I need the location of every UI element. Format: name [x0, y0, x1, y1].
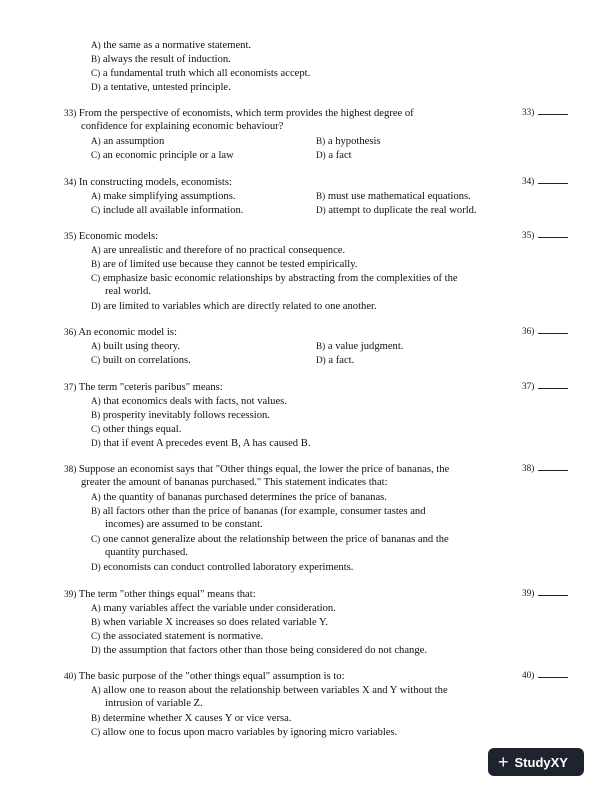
q32-option-d: D) a tentative, untested principle.: [91, 82, 231, 93]
q37-option-c: C) other things equal.: [91, 424, 182, 435]
q39-answer-blank[interactable]: 39): [522, 587, 568, 598]
q36-option-a: A) built using theory.: [91, 341, 181, 352]
q40-option-a-cont: intrusion of variable Z.: [105, 698, 203, 709]
q36-option-d: D) a fact.: [316, 355, 355, 366]
q37-stem: 37) The term "ceteris paribus" means:: [64, 382, 223, 393]
q32-option-b: B) always the result of induction.: [91, 54, 231, 65]
q38-option-b-cont: incomes) are assumed to be constant.: [105, 519, 263, 530]
q34-answer-blank[interactable]: 34): [522, 175, 568, 186]
q32-option-c: C) a fundamental truth which all economists accept.: [91, 68, 311, 79]
q33-answer-blank[interactable]: 33): [522, 106, 568, 117]
q35-option-c: C) emphasize basic economic relationships by abstracting from the complexities of the: [91, 273, 458, 284]
q36-option-b: B) a value judgment.: [316, 341, 404, 352]
q39-option-a: A) many variables affect the variable under consideration.: [91, 603, 336, 614]
q36-answer-blank[interactable]: 36): [522, 325, 568, 336]
q38-option-a: A) the quantity of bananas purchased determines the price of bananas.: [91, 492, 387, 503]
q40-option-c: C) allow one to focus upon macro variables by ignoring micro variables.: [91, 727, 398, 738]
studyxy-logo-button[interactable]: [488, 748, 584, 776]
q40-answer-blank[interactable]: 40): [522, 669, 568, 680]
q39-stem: 39) The term "other things equal" means that:: [64, 589, 256, 600]
q40-stem: 40) The basic purpose of the "other things equal" assumption is to:: [64, 671, 345, 682]
q33-option-c: C) an economic principle or a law: [91, 150, 234, 161]
q38-option-c-cont: quantity purchased.: [105, 547, 188, 558]
q40-option-b: B) determine whether X causes Y or vice versa.: [91, 713, 292, 724]
q38-stem: 38) Suppose an economist says that "Other things equal, the lower the price of bananas, the: [64, 464, 450, 475]
q35-option-b: B) are of limited use because they cannot be tested empirically.: [91, 259, 358, 270]
q35-option-d: D) are limited to variables which are directly related to one another.: [91, 301, 377, 312]
q32-option-a: A) the same as a normative statement.: [91, 40, 252, 51]
plus-icon: +: [498, 752, 509, 772]
brand-name: StudyXY: [514, 754, 568, 770]
q39-option-c: C) the associated statement is normative.: [91, 631, 264, 642]
q33-option-d: D) a fact: [316, 150, 352, 161]
q37-option-a: A) that economics deals with facts, not values.: [91, 396, 287, 407]
q38-option-d: D) economists can conduct controlled laboratory experiments.: [91, 562, 354, 573]
q34-option-a: A) make simplifying assumptions.: [91, 191, 236, 202]
q33-option-a: A) an assumption: [91, 136, 165, 147]
q35-answer-blank[interactable]: 35): [522, 229, 568, 240]
q38-stem-cont: greater the amount of bananas purchased." This statement indicates that:: [81, 477, 388, 488]
q35-stem: 35) Economic models:: [64, 231, 159, 242]
q39-option-d: D) the assumption that factors other than those being considered do not change.: [91, 645, 427, 656]
q37-option-b: B) prosperity inevitably follows recession.: [91, 410, 270, 421]
q34-option-c: C) include all available information.: [91, 205, 244, 216]
q34-stem: 34) In constructing models, economists:: [64, 177, 232, 188]
q33-stem: 33) From the perspective of economists, which term provides the highest degree of: [64, 108, 414, 119]
q37-answer-blank[interactable]: 37): [522, 380, 568, 391]
q35-option-a: A) are unrealistic and therefore of no practical consequence.: [91, 245, 346, 256]
q34-option-b: B) must use mathematical equations.: [316, 191, 471, 202]
q36-option-c: C) built on correlations.: [91, 355, 191, 366]
q34-option-d: D) attempt to duplicate the real world.: [316, 205, 477, 216]
q33-option-b: B) a hypothesis: [316, 136, 381, 147]
q35-option-c-cont: real world.: [105, 286, 151, 297]
q33-stem-cont: confidence for explaining economic behaviour?: [81, 121, 284, 132]
q39-option-b: B) when variable X increases so does related variable Y.: [91, 617, 328, 628]
q37-option-d: D) that if event A precedes event B, A has caused B.: [91, 438, 311, 449]
q40-option-a: A) allow one to reason about the relationship between variables X and Y without the: [91, 685, 448, 696]
q36-stem: 36) An economic model is:: [64, 327, 177, 338]
q38-answer-blank[interactable]: 38): [522, 462, 568, 473]
q38-option-b: B) all factors other than the price of bananas (for example, consumer tastes and: [91, 506, 426, 517]
q38-option-c: C) one cannot generalize about the relationship between the price of bananas and the: [91, 534, 449, 545]
